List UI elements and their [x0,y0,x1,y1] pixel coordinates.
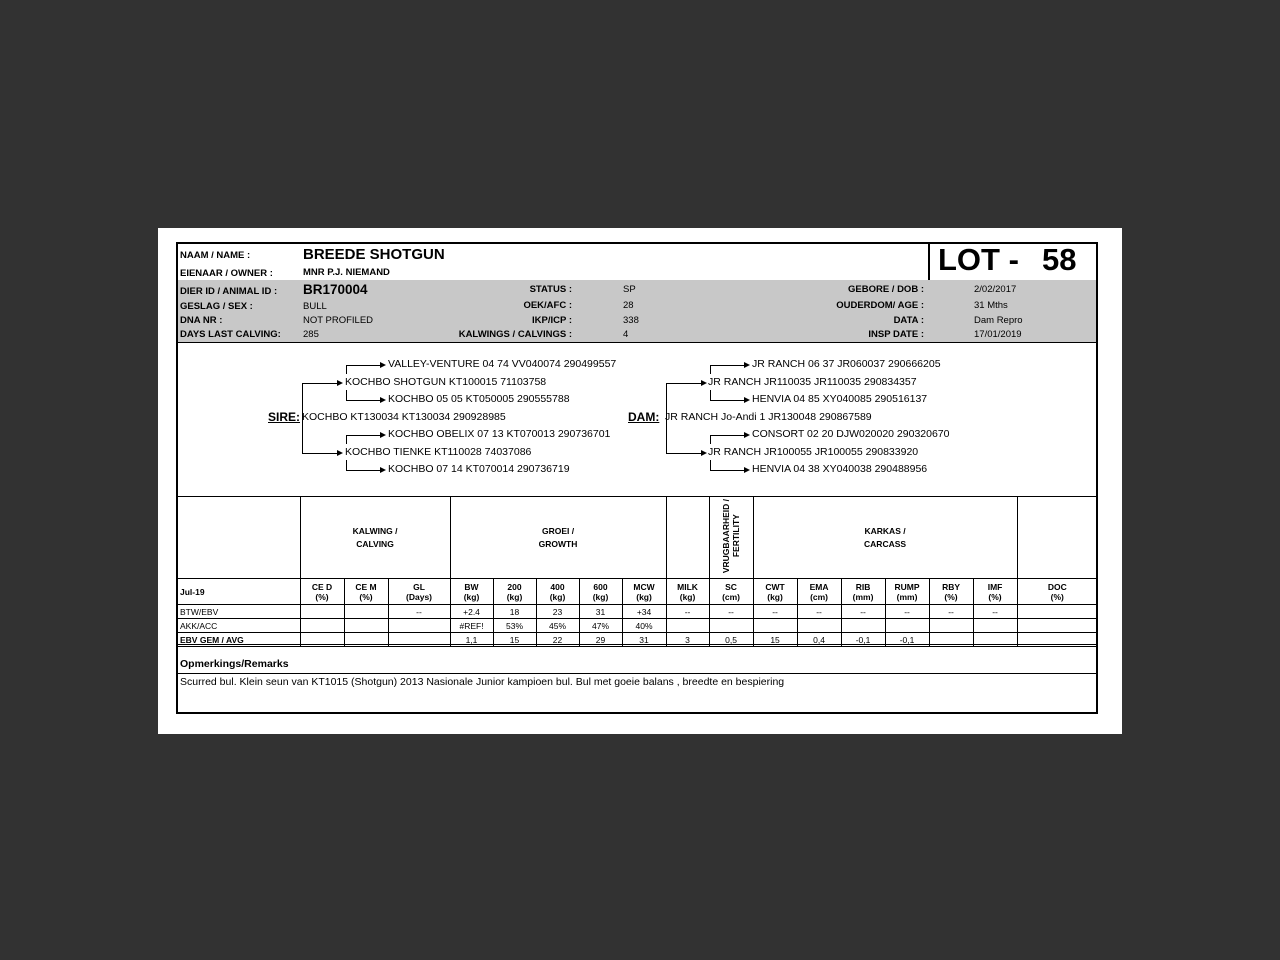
arrow-icon [701,380,707,386]
connector [346,390,347,400]
arrow-icon [380,432,386,438]
connector [710,470,745,471]
owner-name: MNR P.J. NIEMAND [303,267,390,278]
performance-table [178,496,1097,647]
column-unit: (%) [1050,591,1064,602]
column-unit: (kg) [506,591,523,602]
row-label: AKK/ACC [178,619,300,633]
table-cell [973,619,1017,633]
calvings-label: KALWINGS / CALVINGS : [458,329,572,340]
column-unit: (%) [944,591,958,602]
connector [666,383,702,384]
sale-catalogue-card [176,242,1098,714]
table-cell: 3 [666,633,709,647]
doc-group-header [1017,497,1097,579]
column-header [450,579,493,605]
arrow-icon [380,397,386,403]
table-cell: -- [753,605,797,619]
arrow-icon [380,362,386,368]
column-unit: (%) [988,591,1002,602]
remarks-label: Opmerkings/Remarks [180,658,289,670]
table-cell: -- [885,605,929,619]
column-header [753,579,797,605]
table-cell [1017,619,1097,633]
column-name: CE D [311,581,333,592]
table-cell: +2.4 [450,605,493,619]
group-header-row [178,497,1097,579]
calvings-value: 4 [623,329,629,340]
connector [710,365,711,374]
column-unit: (kg) [549,591,566,602]
remarks-text: Scurred bul. Klein seun van KT1015 (Shotgun) 2013 Nasionale Junior kampioen bul. Bul met goeie balans , breedte en bespiering [180,676,785,688]
dna-label: DNA NR : [180,315,223,326]
sire-dam-dam: KOCHBO 07 14 KT070014 290736719 [388,463,570,475]
table-cell: 53% [493,619,536,633]
column-unit: (cm) [722,591,741,602]
column-header [797,579,841,605]
carcass-group-header: KARKAS / CARCASS [753,497,1017,579]
column-header-row [178,579,1097,605]
dam-dam: JR RANCH JR100055 JR100055 290833920 [708,446,919,458]
column-header [493,579,536,605]
column-name: 600 [593,581,608,592]
column-header [841,579,885,605]
connector [346,435,347,444]
connector [346,435,381,436]
row-label: EBV GEM / AVG [178,633,300,647]
arrow-icon [337,380,343,386]
connector [346,365,347,374]
column-unit: (%) [359,591,373,602]
dam-dam-sire: CONSORT 02 20 DJW020020 290320670 [752,428,950,440]
insp-date-label: INSP DATE : [868,329,924,340]
column-name: 400 [550,581,565,592]
column-header [622,579,666,605]
column-unit: (cm) [810,591,829,602]
column-name: SC [725,581,737,592]
arrow-icon [744,432,750,438]
animal-id-label: DIER ID / ANIMAL ID : [180,286,278,297]
column-header [709,579,753,605]
table-cell: -- [797,605,841,619]
owner-label: EIENAAR / OWNER : [180,268,273,279]
column-name: BW [464,581,479,592]
table-cell: -0,1 [841,633,885,647]
table-cell: -- [929,605,973,619]
dna-value: NOT PROFILED [303,315,374,326]
connector [710,460,711,470]
table-cell: -- [973,605,1017,619]
animal-id: BR170004 [303,282,368,297]
calving-group-header: KALWING / CALVING [300,497,450,579]
column-header [300,579,344,605]
arrow-icon [744,362,750,368]
table-cell: 23 [536,605,579,619]
dam-sire: JR RANCH JR110035 JR110035 290834357 [708,376,917,388]
table-cell [709,619,753,633]
column-unit: (Days) [406,591,432,602]
table-cell: 22 [536,633,579,647]
table-cell: 15 [493,633,536,647]
table-cell: 0,5 [709,633,753,647]
column-name: MILK [677,581,698,592]
connector [666,383,667,453]
connector [302,383,338,384]
column-unit: (kg) [636,591,652,602]
table-cell: -- [666,605,709,619]
table-cell: 15 [753,633,797,647]
sire-label: SIRE: [268,410,301,424]
connector [346,460,347,470]
table-cell: -0,1 [885,633,929,647]
table-cell: -- [841,605,885,619]
period-label: Jul-19 [178,579,300,605]
column-header [579,579,622,605]
table-cell [929,619,973,633]
sire-dam-sire: KOCHBO OBELIX 07 13 KT070013 290736701 [388,428,611,440]
column-unit: (mm) [896,591,918,602]
connector [346,470,381,471]
table-row [178,605,1097,619]
connector [666,453,702,454]
table-cell [300,619,344,633]
data-label: DATA : [893,315,924,326]
column-unit: (%) [315,591,329,602]
table-cell: 18 [493,605,536,619]
column-header [1017,579,1097,605]
sire-dam: KOCHBO TIENKE KT110028 74037086 [345,446,532,458]
table-cell [344,605,388,619]
column-header [388,579,450,605]
table-cell [388,619,450,633]
column-header [929,579,973,605]
fertility-group-header: VRUGBAARHEID / FERTILITY [709,497,753,579]
arrow-icon [337,450,343,456]
data-value: Dam Repro [974,315,1023,326]
status-label: STATUS : [529,284,572,295]
connector [302,453,338,454]
days-last-calving-value: 285 [303,329,319,340]
table-cell [300,605,344,619]
divider [178,644,1096,645]
table-cell [344,619,388,633]
table-cell: +34 [622,605,666,619]
afc-label: OEK/AFC : [523,300,572,311]
column-unit: (kg) [463,591,480,602]
table-cell: #REF! [450,619,493,633]
afc-value: 28 [623,300,634,311]
connector [710,400,745,401]
sex-value: BULL [303,301,327,312]
arrow-icon [701,450,707,456]
status-value: SP [623,284,636,295]
table-cell: 47% [579,619,622,633]
table-cell: 29 [579,633,622,647]
arrow-icon [744,467,750,473]
table-cell [753,619,797,633]
column-name: GL [413,581,425,592]
insp-date-value: 17/01/2019 [974,329,1022,340]
animal-name: BREEDE SHOTGUN [303,246,445,263]
column-header [666,579,709,605]
table-cell [1017,605,1097,619]
connector [710,435,711,444]
column-name: IMF [987,581,1003,592]
lot-box [928,244,1100,280]
table-cell: 40% [622,619,666,633]
divider [178,673,1096,674]
connector [710,390,711,400]
column-unit: (kg) [679,591,696,602]
dob-value: 2/02/2017 [974,284,1017,295]
column-name: DOC [1047,581,1067,592]
lot-number: 58 [1042,242,1077,277]
page-sheet [158,228,1122,734]
row-label: BTW/EBV [178,605,300,619]
age-value: 31 Mths [974,300,1008,311]
column-unit: (mm) [852,591,874,602]
column-name: RBY [942,581,961,592]
sire-sire: KOCHBO SHOTGUN KT100015 71103758 [345,376,547,388]
connector [346,365,381,366]
name-label: NAAM / NAME : [180,250,251,261]
days-last-calving-label: DAYS LAST CALVING: [180,329,281,340]
column-name: CWT [765,581,785,592]
column-name: 200 [507,581,522,592]
table-cell: 1,1 [450,633,493,647]
column-name: EMA [809,581,829,592]
dam-dam-dam: HENVIA 04 38 XY040038 290488956 [752,463,928,475]
divider [178,342,1096,343]
column-name: CE M [355,581,377,592]
column-unit: (kg) [767,591,783,602]
column-header [536,579,579,605]
icp-value: 338 [623,315,639,326]
dam-sire-sire: JR RANCH 06 37 JR060037 290666205 [752,358,941,370]
column-header [973,579,1017,605]
dam: JR RANCH Jo-Andi 1 JR130048 290867589 [665,411,872,423]
column-name: RIB [855,581,871,592]
column-unit: (kg) [592,591,609,602]
table-cell: -- [388,605,450,619]
table-cell [841,619,885,633]
column-header [885,579,929,605]
table-cell: 31 [579,605,622,619]
age-label: OUDERDOM/ AGE : [836,300,924,311]
connector [346,400,381,401]
table-cell: 0,4 [797,633,841,647]
growth-group-header: GROEI / GROWTH [450,497,666,579]
table-cell: 31 [622,633,666,647]
animal-info-band [178,280,1096,343]
column-header [344,579,388,605]
connector [710,365,745,366]
sire: KOCHBO KT130034 KT130034 290928985 [302,411,506,423]
table-cell [797,619,841,633]
table-cell: -- [709,605,753,619]
connector [710,435,745,436]
connector [302,383,303,453]
arrow-icon [744,397,750,403]
sex-label: GESLAG / SEX : [180,301,253,312]
dam-sire-dam: HENVIA 04 85 XY040085 290516137 [752,393,928,405]
dam-label: DAM: [628,410,660,424]
sire-sire-dam: KOCHBO 05 05 KT050005 290555788 [388,393,570,405]
table-cell [666,619,709,633]
table-corner [178,497,300,579]
lot-label: LOT - [938,242,1019,277]
column-name: RUMP [894,581,920,592]
icp-label: IKP/ICP : [532,315,572,326]
milk-group-header [666,497,709,579]
table-cell [885,619,929,633]
table-row [178,619,1097,633]
table-cell: 45% [536,619,579,633]
dob-label: GEBORE / DOB : [847,284,924,295]
arrow-icon [380,467,386,473]
column-name: MCW [633,581,655,592]
sire-sire-sire: VALLEY-VENTURE 04 74 VV040074 290499557 [388,358,617,370]
